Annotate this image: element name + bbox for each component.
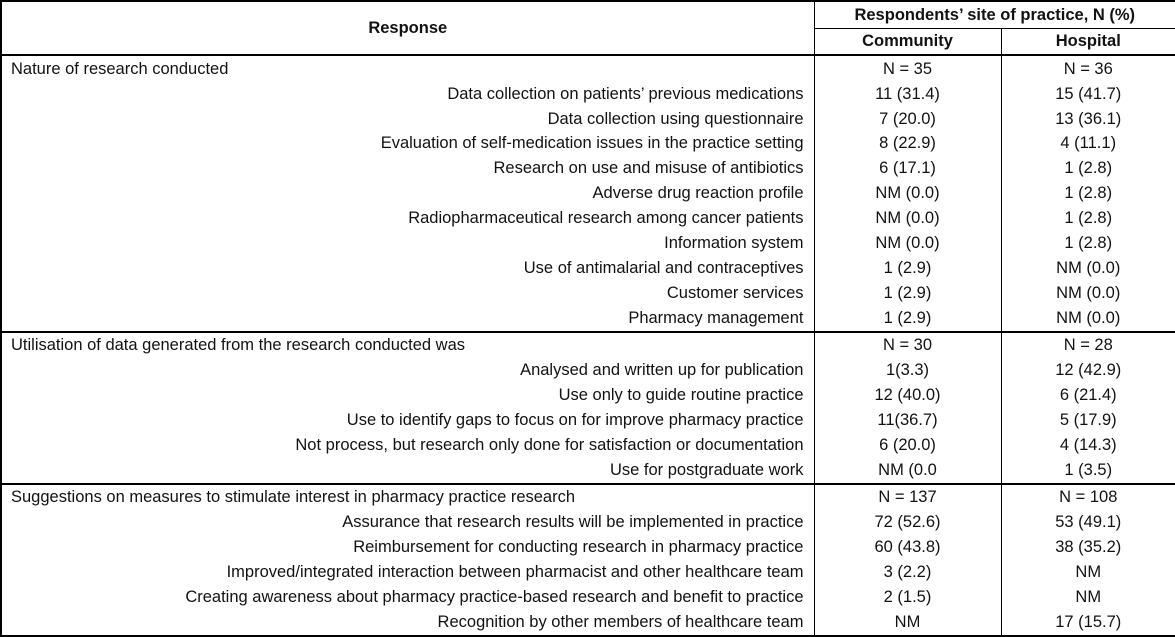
community-value: 1(3.3) [814, 358, 1001, 383]
section-utilisation-of-data [1, 332, 1175, 484]
section-nature-of-research [1, 55, 1175, 332]
table-row [1, 256, 1175, 281]
table-row [1, 433, 1175, 458]
row-label: Use only to guide routine practice [558, 386, 804, 405]
hospital-value: 38 (35.2) [1001, 535, 1175, 560]
header-row-group [1, 1, 1175, 28]
hospital-value: 53 (49.1) [1001, 510, 1175, 535]
column-header-hospital: Hospital [1001, 28, 1175, 55]
row-label: Creating awareness about pharmacy practice-based research and benefit to practice [185, 588, 804, 607]
section-header-row [1, 332, 1175, 358]
row-label: Pharmacy management [628, 308, 804, 327]
hospital-value: 15 (41.7) [1001, 81, 1175, 106]
section-title: Suggestions on measures to stimulate interest in pharmacy practice research [11, 488, 576, 507]
row-label: Assurance that research results will be implemented in practice [342, 513, 804, 532]
hospital-value: 5 (17.9) [1001, 408, 1175, 433]
row-label: Information system [664, 233, 804, 252]
community-value: NM [814, 610, 1001, 636]
column-group-site-of-practice: Respondents’ site of practice, N (%) [814, 1, 1175, 28]
community-value: 8 (22.9) [814, 131, 1001, 156]
community-value: 3 (2.2) [814, 560, 1001, 585]
hospital-value: NM [1001, 560, 1175, 585]
row-label: Adverse drug reaction profile [592, 184, 804, 203]
row-label: Use for postgraduate work [609, 461, 804, 480]
table-row [1, 106, 1175, 131]
community-value: 1 (2.9) [814, 256, 1001, 281]
row-label: Use to identify gaps to focus on for improve pharmacy practice [346, 411, 804, 430]
community-value: NM (0.0) [814, 181, 1001, 206]
row-label: Research on use and misuse of antibiotics [493, 159, 804, 178]
table-row [1, 458, 1175, 484]
hospital-value: 1 (3.5) [1001, 458, 1175, 484]
community-n: N = 35 [814, 55, 1001, 81]
table-row [1, 156, 1175, 181]
table-row [1, 408, 1175, 433]
row-label: Customer services [666, 283, 804, 302]
table-row [1, 131, 1175, 156]
community-value: 2 (1.5) [814, 585, 1001, 610]
table-row [1, 560, 1175, 585]
hospital-value: NM (0.0) [1001, 305, 1175, 331]
community-value: NM (0.0) [814, 206, 1001, 231]
table-row [1, 206, 1175, 231]
community-value: 7 (20.0) [814, 106, 1001, 131]
section-title: Nature of research conducted [11, 59, 229, 78]
community-value: 1 (2.9) [814, 305, 1001, 331]
hospital-value: 1 (2.8) [1001, 181, 1175, 206]
community-value: 12 (40.0) [814, 383, 1001, 408]
hospital-value: NM (0.0) [1001, 256, 1175, 281]
table-row [1, 585, 1175, 610]
community-value: 11(36.7) [814, 408, 1001, 433]
table-row [1, 81, 1175, 106]
community-value: NM (0.0 [814, 458, 1001, 484]
community-value: 6 (17.1) [814, 156, 1001, 181]
hospital-value: 1 (2.8) [1001, 156, 1175, 181]
community-value: 1 (2.9) [814, 280, 1001, 305]
community-value: NM (0.0) [814, 231, 1001, 256]
section-title: Utilisation of data generated from the research conducted was [11, 336, 466, 355]
row-label: Radiopharmaceutical research among cancer patients [408, 209, 804, 228]
table-row [1, 305, 1175, 331]
row-label: Data collection using questionnaire [547, 109, 804, 128]
section-header-row [1, 55, 1175, 81]
hospital-value: 13 (36.1) [1001, 106, 1175, 131]
table-row [1, 358, 1175, 383]
column-header-response: Response [368, 18, 448, 37]
hospital-value: 6 (21.4) [1001, 383, 1175, 408]
table-row [1, 181, 1175, 206]
table-header [1, 1, 1175, 55]
table-row [1, 610, 1175, 636]
hospital-value: 4 (11.1) [1001, 131, 1175, 156]
row-label: Analysed and written up for publication [520, 361, 804, 380]
hospital-value: 1 (2.8) [1001, 206, 1175, 231]
row-label: Use of antimalarial and contraceptives [523, 258, 804, 277]
hospital-value: 4 (14.3) [1001, 433, 1175, 458]
section-header-row [1, 484, 1175, 510]
hospital-n: N = 36 [1001, 55, 1175, 81]
row-label: Evaluation of self-medication issues in the practice setting [380, 134, 804, 153]
hospital-value: NM [1001, 585, 1175, 610]
table-row [1, 510, 1175, 535]
row-label: Not process, but research only done for satisfaction or documentation [295, 435, 804, 454]
table-row [1, 280, 1175, 305]
table-row [1, 383, 1175, 408]
hospital-n: N = 108 [1001, 484, 1175, 510]
row-label: Data collection on patients’ previous medications [447, 84, 804, 103]
community-n: N = 137 [814, 484, 1001, 510]
community-n: N = 30 [814, 332, 1001, 358]
row-label: Recognition by other members of healthcare team [437, 613, 804, 632]
community-value: 60 (43.8) [814, 535, 1001, 560]
table-row [1, 231, 1175, 256]
community-value: 6 (20.0) [814, 433, 1001, 458]
column-header-community: Community [814, 28, 1001, 55]
section-suggestions [1, 484, 1175, 636]
hospital-value: 12 (42.9) [1001, 358, 1175, 383]
hospital-value: NM (0.0) [1001, 280, 1175, 305]
hospital-value: 1 (2.8) [1001, 231, 1175, 256]
hospital-n: N = 28 [1001, 332, 1175, 358]
community-value: 72 (52.6) [814, 510, 1001, 535]
row-label: Improved/integrated interaction between pharmacist and other healthcare team [226, 563, 804, 582]
community-value: 11 (31.4) [814, 81, 1001, 106]
hospital-value: 17 (15.7) [1001, 610, 1175, 636]
row-label: Reimbursement for conducting research in pharmacy practice [353, 538, 804, 557]
table-row [1, 535, 1175, 560]
